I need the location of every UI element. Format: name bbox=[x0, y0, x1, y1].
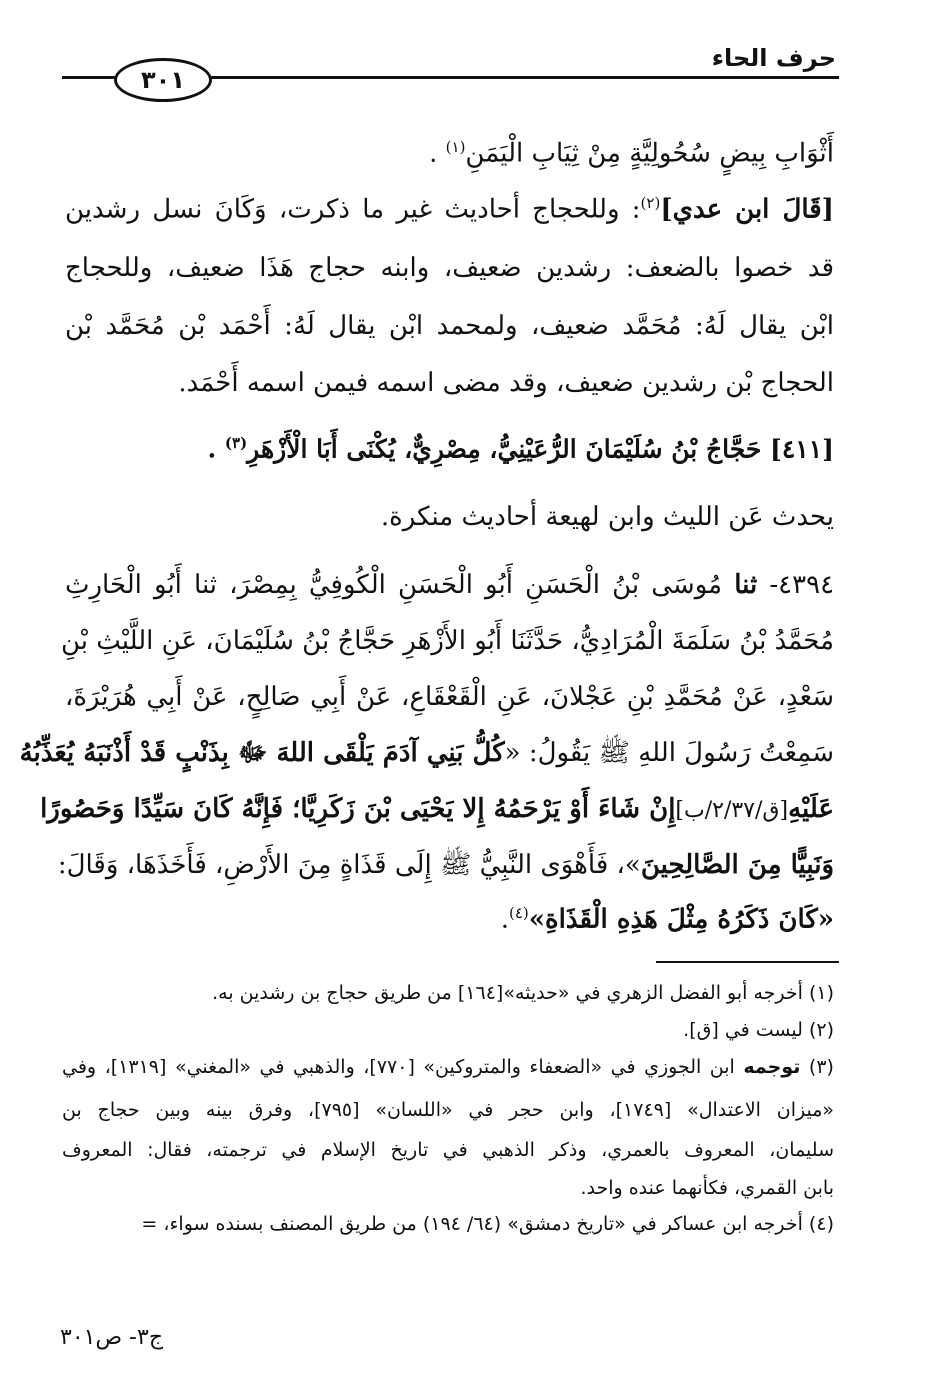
body-line-3: قد خصوا بالضعف: رشدين ضعيف، وابنه حجاج هَذَا ضعيف، وللحجاج bbox=[65, 253, 834, 283]
page-number-oval bbox=[114, 58, 212, 102]
footnote-4: (٤) أخرجه ابن عساكر في «تاريخ دمشق» (٦٤/ ١٩٤) من طريق المصنف بسنده سواء، = bbox=[141, 1213, 834, 1235]
hadith-line-5 bbox=[40, 794, 834, 824]
hadith-number: ٤٣٩٤- bbox=[769, 570, 835, 600]
text: سَمِعْتُ رَسُولَ اللهِ ﷺ يَقُولُ: « bbox=[504, 738, 834, 768]
matn-text: «كَانَ ذَكَرُهُ مِثْلَ هَذِهِ الْقَذَاةِ» bbox=[528, 904, 834, 935]
footnote-keyword: توجمه bbox=[743, 1056, 801, 1078]
entry-heading: [٤١١] حَجَّاجُ بْنُ سُلَيْمَانَ الرُّعَيْنِيُّ، مِصْرِيٌّ، يُكْنَى أَبَا الْأَزْهَرِ$^{(٣)}$ . bbox=[207, 434, 834, 464]
hadith-line-6 bbox=[57, 850, 834, 880]
body-line-4: ابْن يقال لَهُ: مُحَمَّد ضعيف، ولمحمد ابْن يقال لَهُ: أَحْمَد بْن مُحَمَّد بْن bbox=[65, 311, 834, 341]
footnote-3-line-4: بابن القمري، فكأنهما عنده واحد. bbox=[580, 1177, 834, 1199]
text: أَثْوَابِ بِيضٍ سُحُولِيَّةٍ مِنْ ثِيَابِ الْيَمَنِ bbox=[465, 138, 834, 169]
body-line-1: أَثْوَابِ بِيضٍ سُحُولِيَّةٍ مِنْ ثِيَابِ الْيَمَنِ$^{(١)}$ . bbox=[429, 138, 834, 169]
footnote-3-line-1 bbox=[62, 1058, 834, 1077]
footnote-ref: (٢) bbox=[640, 194, 661, 212]
body-line-7: يحدث عَن الليث وابن لهيعة أحاديث منكرة. bbox=[380, 502, 834, 532]
matn-text: كُلُّ بَنِي آدَمَ يَلْقَى اللهَ ﷻ بِذَنْبٍ قَدْ أَذْنَبَهُ يُعَذِّبُهُ bbox=[19, 738, 505, 768]
footnote-ref: (٤) bbox=[508, 904, 529, 922]
isnad-start: ثنا bbox=[734, 570, 758, 600]
hadith-line-4 bbox=[19, 738, 834, 768]
text: »، فَأَهْوَى النَّبِيُّ ﷺ إِلَى قَذَاةٍ مِنَ الأَرْضِ، فَأَخَذَهَا، وَقَالَ: bbox=[57, 850, 641, 880]
matn-text: وَنَبِيًّا مِنَ الصَّالِحِينَ bbox=[640, 850, 834, 880]
text: ابن الجوزي في «الضعفاء والمتروكين» [٧٧٠]، والذهبي في «المغني» [١٣١٩]، وفي bbox=[62, 1056, 735, 1078]
matn-text: عَلَيْهِ bbox=[788, 794, 834, 824]
matn-text: إِنْ شَاءَ أَوْ يَرْحَمُهُ إِلا يَحْيَى بْنَ زَكَرِيَّا؛ فَإِنَّهُ كَانَ سَيِّدًا وَحَصُورًا bbox=[40, 794, 676, 824]
footnote-number: (٣) bbox=[808, 1056, 834, 1078]
footnote-2: (٢) ليست في [ق]. bbox=[683, 1019, 834, 1041]
footnote-1: (١) أخرجه أبو الفضل الزهري في «حديثه»[١٦٤] من طريق حجاج بن رشدين به. bbox=[212, 982, 834, 1004]
body-line-5: الحجاج بْن رشدين ضعيف، وقد مضى اسمه فيمن اسمه أَحْمَد. bbox=[178, 368, 834, 398]
footnote-separator bbox=[656, 961, 839, 963]
footnote-3-line-2: «ميزان الاعتدال» [١٧٤٩]، وابن حجر في «اللسان» [٧٩٥]، وفرق بينه وبين حجاج بن bbox=[62, 1099, 835, 1121]
manuscript-ref: [ق/٢/٣٧/ب] bbox=[675, 798, 789, 823]
entry-heading-text: [٤١١] حَجَّاجُ بْنُ سُلَيْمَانَ الرُّعَيْنِيُّ، مِصْرِيٌّ، يُكْنَى أَبَا الْأَزْهَرِ bbox=[247, 434, 834, 464]
footnote-ref: (١) bbox=[445, 138, 466, 156]
body-line-2 bbox=[65, 196, 834, 223]
text: . bbox=[500, 904, 509, 935]
volume-page-reference: ج٣- ص٣٠١ bbox=[60, 1325, 164, 1350]
chapter-title: حرف الحاء bbox=[711, 44, 836, 72]
hadith-line-3: سَعْدٍ، عَنْ مُحَمَّدِ بْنِ عَجْلانَ، عَنِ الْقَعْقَاعِ، عَنْ أَبِي صَالِحٍ، عَنْ أَبِي هُرَيْرَةَ، bbox=[65, 682, 834, 712]
quote-source: [قَالَ ابن عدي] bbox=[660, 194, 834, 225]
hadith-line-7 bbox=[501, 906, 834, 933]
footnote-ref: (٣) bbox=[224, 434, 248, 452]
hadith-line-2: مُحَمَّدُ بْنُ سَلَمَةَ الْمُرَادِيُّ، حَدَّثَنَا أَبُو الأَزْهَرِ حَجَّاجُ بْنُ سُلَيْمَانَ، عَنِ اللَّيْثِ بْنِ bbox=[60, 626, 834, 656]
text: مُوسَى بْنُ الْحَسَنِ أَبُو الْحَسَنِ الْكُوفِيُّ بِمِصْرَ، ثنا أَبُو الْحَارِثِ bbox=[65, 570, 723, 600]
text: : وللحجاج أحاديث غير ما ذكرت، وَكَانَ نسل رشدين bbox=[65, 194, 641, 225]
hadith-line-1 bbox=[65, 572, 834, 598]
footnote-3-line-3: سليمان، المعروف بالعمري، وذكر الذهبي في تاريخ الإسلام في ترجمته، فقال: المعروف bbox=[62, 1139, 834, 1161]
page-number: ٣٠١ bbox=[141, 66, 185, 94]
